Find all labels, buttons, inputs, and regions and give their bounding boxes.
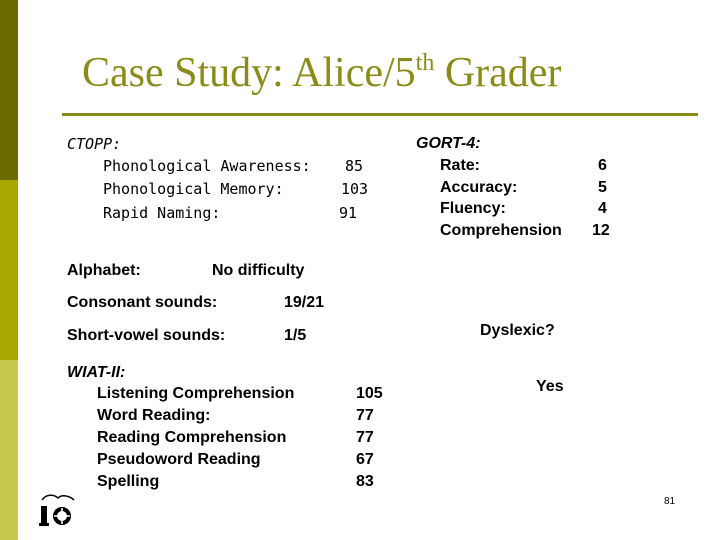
ctopp-label: Rapid Naming: xyxy=(103,204,221,222)
ctopp-score: 85 xyxy=(345,157,364,175)
wiat-label: Pseudoword Reading xyxy=(97,451,261,468)
skill-value: 1/5 xyxy=(284,327,307,344)
gort-score: 4 xyxy=(598,200,607,217)
gort-label: Comprehension xyxy=(440,222,562,239)
gort-score: 12 xyxy=(592,222,610,239)
wiat-heading: WIAT-II: xyxy=(67,364,126,381)
skill-value: No difficulty xyxy=(212,262,305,279)
ctopp-label: Phonological Awareness: xyxy=(103,157,311,175)
page-number: 81 xyxy=(664,496,676,507)
skill-value: 19/21 xyxy=(284,294,325,311)
ctopp-label: Phonological Memory: xyxy=(103,180,284,198)
dyslexic-question: Dyslexic? xyxy=(480,322,555,339)
dyslexic-answer: Yes xyxy=(536,378,564,395)
wiat-label: Reading Comprehension xyxy=(97,429,287,446)
wiat-label: Listening Comprehension xyxy=(97,385,295,402)
ctopp-score: 91 xyxy=(339,204,358,222)
sidebar-decoration xyxy=(0,0,18,540)
ctopp-heading: CTOPP: xyxy=(67,135,122,153)
region-logo-icon xyxy=(38,490,78,530)
gort-score: 6 xyxy=(598,157,607,174)
skill-label: Short-vowel sounds: xyxy=(67,327,226,344)
title-main: Case Study: Alice/5 xyxy=(82,50,416,96)
wiat-score: 67 xyxy=(356,451,374,468)
title-superscript: th xyxy=(415,50,435,76)
wiat-score: 77 xyxy=(356,429,374,446)
title-underline xyxy=(62,113,698,116)
wiat-score: 83 xyxy=(356,473,374,490)
wiat-label: Word Reading: xyxy=(97,407,211,424)
wiat-label: Spelling xyxy=(97,473,160,490)
ctopp-score: 103 xyxy=(341,180,369,198)
wiat-score: 105 xyxy=(356,385,383,402)
gort-label: Rate: xyxy=(440,157,481,174)
wiat-score: 77 xyxy=(356,407,374,424)
gort-score: 5 xyxy=(598,179,607,196)
skill-label: Alphabet: xyxy=(67,262,141,279)
slide-title xyxy=(82,52,561,94)
skill-label: Consonant sounds: xyxy=(67,294,218,311)
gort-label: Fluency: xyxy=(440,200,506,217)
sidebar-bottom-band xyxy=(0,360,18,540)
sidebar-top-band xyxy=(0,0,18,180)
title-end: Grader xyxy=(434,50,562,96)
gort-heading: GORT-4: xyxy=(416,135,481,152)
gort-label: Accuracy: xyxy=(440,179,518,196)
sidebar-middle-band xyxy=(0,180,18,360)
